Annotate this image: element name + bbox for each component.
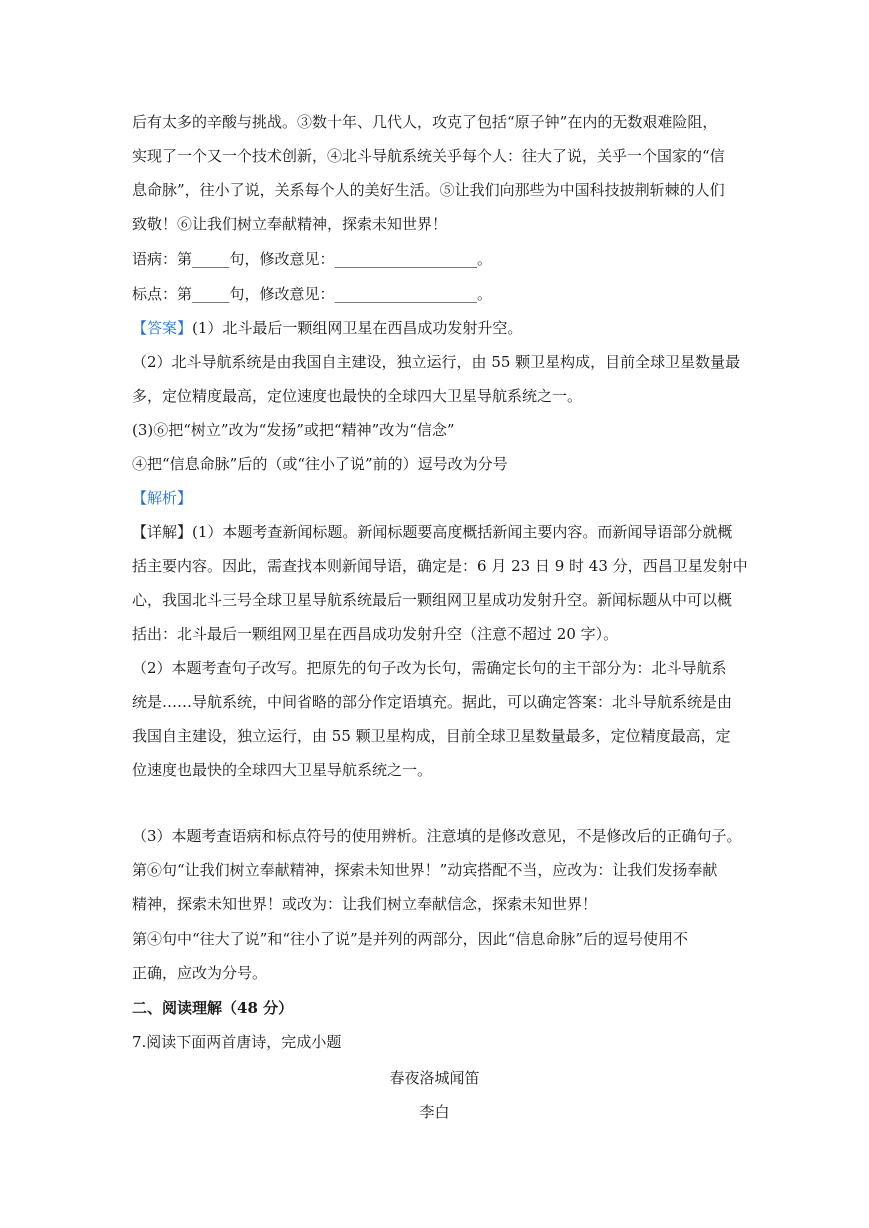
detail-1-line-3: 心，我国北斗三号全球卫星导航系统最后一颗组网卫星成功发射升空。新闻标题从中可以概 [132,591,733,609]
poem-title: 春夜洛城闻笛 [389,1069,480,1087]
answer-2-line-1: （2）北斗导航系统是由我国自主建设，独立运行，由 55 颗卫星构成，目前全球卫星数量最 [132,353,741,371]
detail-2-line-2: 统是……导航系统，中间省略的部分作定语填充。据此，可以确定答案：北斗导航系统是由 [132,693,733,711]
answer-line-1 [132,318,522,338]
answer-1-text: (1）北斗最后一颗组网卫星在西昌成功发射升空。 [192,319,523,337]
detail-3-line-3: 精神，探索未知世界！或改为：让我们树立奉献信念，探索未知世界！ [132,895,598,913]
detail-1-line-1-text: (1）本题考查新闻标题。新闻标题要高度概括新闻主要内容。而新闻导语部分就概 [192,523,733,541]
biaodian-fill-line: 标点：第_____句，修改意见：___________________。 [132,285,493,303]
detail-2-line-4: 位速度也最快的全球四大卫星导航系统之一。 [132,761,433,779]
poem-author: 李白 [419,1103,450,1121]
intro-line-2: 实现了一个又一个技术创新，④北斗导航系统关乎每个人：往大了说，关乎一个国家的“信 [132,147,725,165]
section-2-heading: 二、阅读理解（48 分） [132,999,294,1017]
question-7: 7.阅读下面两首唐诗，完成小题 [132,1033,342,1051]
detail-3-line-5: 正确，应改为分号。 [132,964,268,982]
answer-2-line-2: 多，定位精度最高，定位速度也最快的全球四大卫星导航系统之一。 [132,387,583,405]
answer-3-line-1: (3)⑥把“树立”改为“发扬”或把“精神”改为“信念” [132,421,455,439]
detail-2-line-1: （2）本题考查句子改写。把原先的句子改为长句，需确定长句的主干部分为：北斗导航系 [132,659,727,677]
detail-2-line-3: 我国自主建设，独立运行，由 55 颗卫星构成，目前全球卫星数量最多，定位精度最高，定 [132,727,731,745]
yubing-fill-line: 语病：第_____句，修改意见：___________________。 [132,250,493,268]
intro-line-4: 致敬！⑥让我们树立奉献精神，探索未知世界！ [132,215,448,233]
detail-1-line-4: 括出：北斗最后一颗组网卫星在西昌成功发射升空（注意不超过 20 字）。 [132,625,619,643]
detail-3-line-1: （3）本题考查语病和标点符号的使用辨析。注意填的是修改意见，不是修改后的正确句子。 [132,827,742,845]
answer-3-line-2: ④把“信息命脉”后的（或“往小了说”前的）逗号改为分号 [132,455,508,473]
analysis-tag: 【解析】 [132,489,193,507]
detail-1-line-1 [132,522,732,542]
answer-tag: 【答案】 [132,319,193,337]
intro-line-3: 息命脉”，往小了说，关系每个人的美好生活。⑤让我们向那些为中国科技披荆斩棘的人们 [132,181,725,199]
intro-line-1: 后有太多的辛酸与挑战。③数十年、几代人，攻克了包括“原子钟”在内的无数艰难险阻， [132,113,718,131]
detail-tag: 【详解】 [132,523,193,541]
detail-3-line-4: 第④句中“往大了说”和“往小了说”是并列的两部分，因此“信息命脉”后的逗号使用不 [132,930,689,948]
detail-3-line-2: 第⑥句“让我们树立奉献精神，探索未知世界！”动宾搭配不当，应改为：让我们发扬奉献 [132,861,718,879]
detail-1-line-2: 括主要内容。因此，需查找本则新闻导语，确定是：6 月 23 日 9 时 43 分，西昌卫星发射中 [132,557,748,575]
